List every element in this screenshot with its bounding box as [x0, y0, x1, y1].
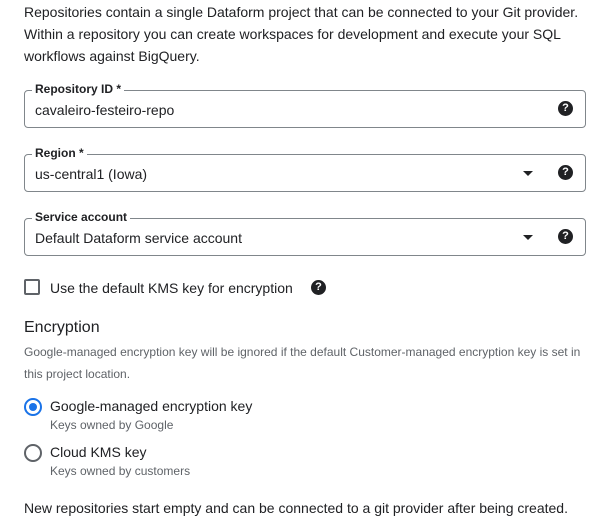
radio-google-managed[interactable] — [24, 396, 424, 436]
region-value[interactable]: us-central1 (Iowa) — [35, 166, 148, 182]
help-icon[interactable]: ? — [311, 280, 326, 295]
encryption-description: Google-managed encryption key will be ignored if the default Customer-managed encryption key is set in this project location. — [24, 345, 581, 381]
radio-google-managed-label[interactable]: Google-managed encryption key — [50, 398, 253, 414]
region-select[interactable] — [24, 146, 586, 192]
default-kms-label[interactable]: Use the default KMS key for encryption — [50, 280, 293, 296]
help-icon[interactable]: ? — [558, 165, 573, 180]
help-icon[interactable]: ? — [558, 101, 573, 116]
region-label: Region * — [32, 146, 87, 160]
radio-cloud-kms-label[interactable]: Cloud KMS key — [50, 444, 147, 460]
footer-note: New repositories start empty and can be connected to a git provider after being created. — [24, 500, 568, 516]
intro-text: Repositories contain a single Dataform project that can be connected to your Git provider. Within a repository you can create workspaces for development and execute your SQL workflows against BigQuery. — [24, 4, 579, 64]
radio-google-managed-button[interactable] — [24, 398, 42, 416]
arrow-drop-down-icon[interactable] — [523, 235, 533, 240]
radio-google-managed-sub: Keys owned by Google — [50, 418, 174, 432]
default-kms-checkbox[interactable] — [24, 279, 40, 295]
repository-id-label: Repository ID * — [32, 82, 124, 96]
radio-cloud-kms-button[interactable] — [24, 444, 42, 462]
service-account-value[interactable]: Default Dataform service account — [35, 230, 242, 246]
encryption-heading: Encryption — [24, 319, 100, 336]
repository-id-input[interactable]: cavaleiro-festeiro-repo — [35, 102, 175, 118]
radio-cloud-kms-sub: Keys owned by customers — [50, 464, 191, 478]
service-account-label: Service account — [32, 210, 130, 224]
help-icon[interactable]: ? — [558, 229, 573, 244]
arrow-drop-down-icon[interactable] — [523, 171, 533, 176]
radio-cloud-kms[interactable] — [24, 442, 424, 482]
service-account-select[interactable] — [24, 210, 586, 256]
repository-id-field[interactable] — [24, 82, 586, 128]
